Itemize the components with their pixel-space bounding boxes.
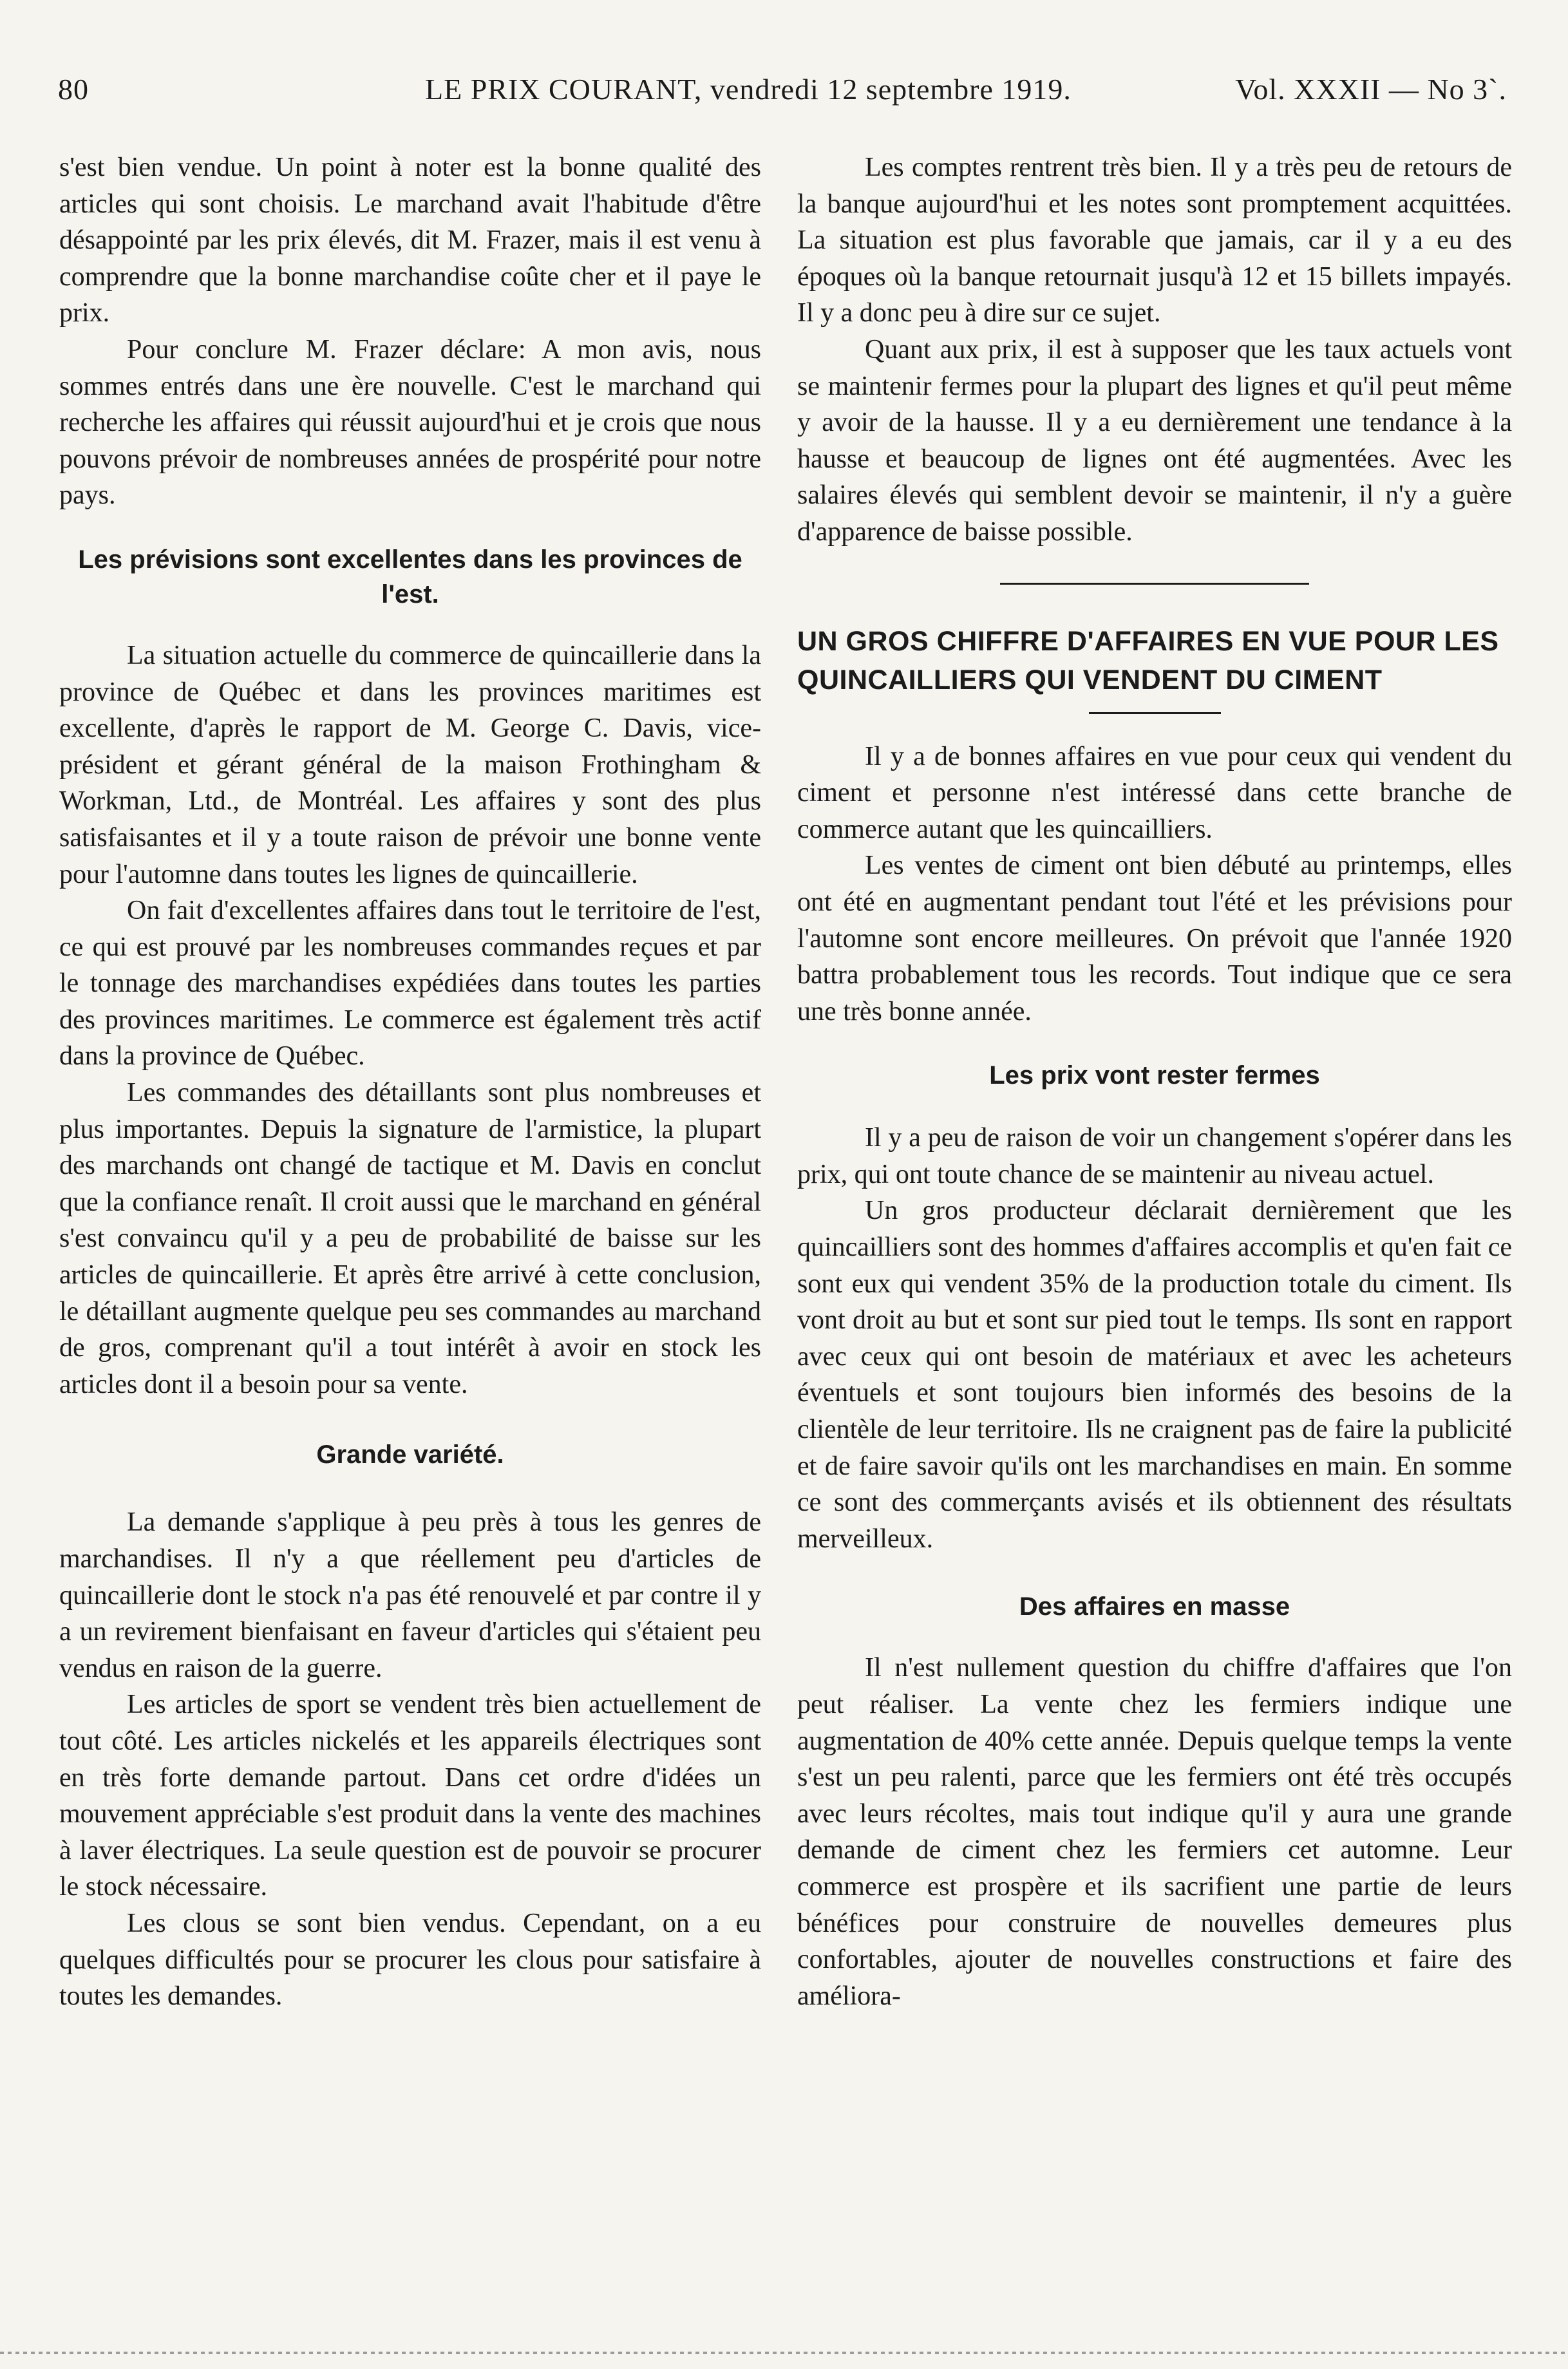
paragraph-commandes: Les commandes des détaillants sont plus nombreuses et plus importantes. Depuis la signature de l'armistice, la plupart des marchands ont changé de tactique et M. Davis en conclut que la confiance renaît. Il croit aussi que le marchand en général s'est convaincu qu'il y a peu de probabilité de baisse sur les articles de quincaillerie. Et après être arrivé à cette conclusion, le détaillant augmente quelque peu ses commandes au marchand de gros, comprenant qu'il a tout intérêt à avoir en stock les articles dont il a besoin pour sa vente. xyxy=(59,1078,761,1399)
paragraph-conclusion: Pour conclure M. Frazer déclare: A mon avis, nous sommes entrés dans une ère nouvelle. C'est le marchand qui recherche les affaires qui réussit aujourd'hui et je crois que nous pouvons prévoir de nombreuses années de prospérité pour notre pays. xyxy=(59,334,761,511)
paragraph-bonnes-affaires: Il y a de bonnes affaires en vue pour ceux qui vendent du ciment et personne n'est intéressé dans cette branche de commerce autant que les quincailliers. xyxy=(797,741,1512,844)
paragraph-prix: Quant aux prix, il est à supposer que les taux actuels vont se maintenir fermes pour la plupart des lignes et qu'il peut même y avoir de la hausse. Il y a eu dernièrement une tendance à la hausse et beaucoup de lignes ont été augmentées. Avec les salaires élevés qui semblent devoir se maintenir, il n'y a guère d'apparence de baisse possible. xyxy=(797,334,1512,547)
section-heading-variete: Grande variété. xyxy=(316,1440,504,1469)
page-number: 80 xyxy=(58,73,89,106)
paragraph-excellentes: On fait d'excellentes affaires dans tout le territoire de l'est, ce qui est prouvé par les nombreuses commandes reçues et par le tonnage des marchandises expédiées dans toutes les parties des provinces maritimes. Le commerce est également très actif dans la province de Québec. xyxy=(59,896,761,1071)
paragraph-ventes: Les ventes de ciment ont bien débuté au printemps, elles ont été en augmentant pendant tout l'été et les prévisions pour l'automne sont encore meilleures. On prévoit que l'année 1920 battra probablement tous les records. Tout indique que ce sera une très bonne année. xyxy=(797,851,1512,1026)
paragraph-producteur: Un gros producteur déclarait dernièrement que les quincailliers sont des hommes d'affaires accomplis et qu'en fait ce sont eux qui vendent 35% de la production totale du ciment. Ils vont droit au but et sont sur pied tout le temps. Ils sont en rapport avec ceux qui ont besoin de matériaux et avec les acheteurs éventuels et sont toujours bien informés des besoins de la clientèle de leur territoire. Ils ne craignent pas de faire la publicité et de faire savoir qu'ils ont les marchandises en main. En somme ce sont des commerçants avisés et ils obtiennent des résultats merveilleux. xyxy=(797,1196,1512,1554)
volume-number: Vol. XXXII — No 3`. xyxy=(1235,73,1507,106)
paragraph-sport: Les articles de sport se vendent très bien actuellement de tout côté. Les articles nickelés et les appareils électriques sont en très forte demande partout. Dans cet ordre d'idées un mouvement appréciable s'est produit dans la vente des machines à laver électriques. La seule question est de pouvoir se procurer le stock nécessaire. xyxy=(59,1690,761,1902)
paragraph-demande: La demande s'applique à peu près à tous les genres de marchandises. Il n'y a que réellement peu d'articles de quincaillerie dont le stock n'a pas été renouvelé et par contre il y a un revirement bienfaisant en faveur d'articles qui s'étaient peu vendus en raison de la guerre. xyxy=(59,1507,761,1683)
section-heading-fermes: Les prix vont rester fermes xyxy=(989,1061,1320,1090)
paragraph-continued: s'est bien vendue. Un point à noter est la bonne qualité des articles qui sont choisis. Le marchand avait l'habitude d'être désappointé par les prix élevés, dit M. Frazer, mais il est venu à comprendre que la bonne marchandise coûte cher et il paye le prix. xyxy=(59,153,761,328)
paragraph-comptes: Les comptes rentrent très bien. Il y a très peu de retours de la banque aujourd'hui et les notes sont promptement acquittées. La situation est plus favorable que jamais, car il y a eu des époques où la banque retournait jusqu'à 12 et 15 billets impayés. Il y a donc peu à dire sur ce sujet. xyxy=(797,153,1512,328)
left-column xyxy=(59,149,761,2015)
section-divider xyxy=(1000,583,1309,585)
page-header xyxy=(58,72,1507,117)
paragraph-changement: Il y a peu de raison de voir un changement s'opérer dans les prix, qui ont toute chance de se maintenir au niveau actuel. xyxy=(797,1123,1512,1189)
title-underline xyxy=(1089,712,1221,714)
paragraph-clous: Les clous se sont bien vendus. Cependant, on a eu quelques difficultés pour se procurer les clous pour satisfaire à toutes les demandes. xyxy=(59,1908,761,2012)
section-heading-est: Les prévisions sont excellentes dans les provinces de l'est. xyxy=(78,545,742,609)
paragraph-chiffre: Il n'est nullement question du chiffre d'affaires que l'on peut réaliser. La vente chez les fermiers indique une augmentation de 40% cette année. Depuis quelque temps la vente s'est un peu ralenti, parce que les fermiers ont été très occupés avec leurs récoltes, mais tout indique qu'il y aura une grande demande de ciment chez les fermiers cet automne. Leur commerce est prospère et ils sacrifient une partie de leurs bénéfices pour construire de nouvelles demeures plus confortables, ajouter de nouvelles constructions et faire des améliora- xyxy=(797,1653,1512,2011)
publication-title: LE PRIX COURANT, vendredi 12 septembre 1919. xyxy=(425,73,1072,106)
page-bottom-edge xyxy=(0,2352,1568,2354)
right-column xyxy=(797,149,1512,2014)
article-title: UN GROS CHIFFRE D'AFFAIRES EN VUE POUR LES QUINCAILLIERS QUI VENDENT DU CIMENT xyxy=(797,625,1499,695)
section-heading-masse: Des affaires en masse xyxy=(1019,1592,1290,1621)
paragraph-situation: La situation actuelle du commerce de quincaillerie dans la province de Québec et dans les provinces maritimes est excellente, d'après le rapport de M. George C. Davis, vice-président et gérant général de la maison Frothingham & Workman, Ltd., de Montréal. Les affaires y sont des plus satisfaisantes et il y a toute raison de prévoir une bonne vente pour l'automne dans toutes les lignes de quincaillerie. xyxy=(59,640,761,889)
